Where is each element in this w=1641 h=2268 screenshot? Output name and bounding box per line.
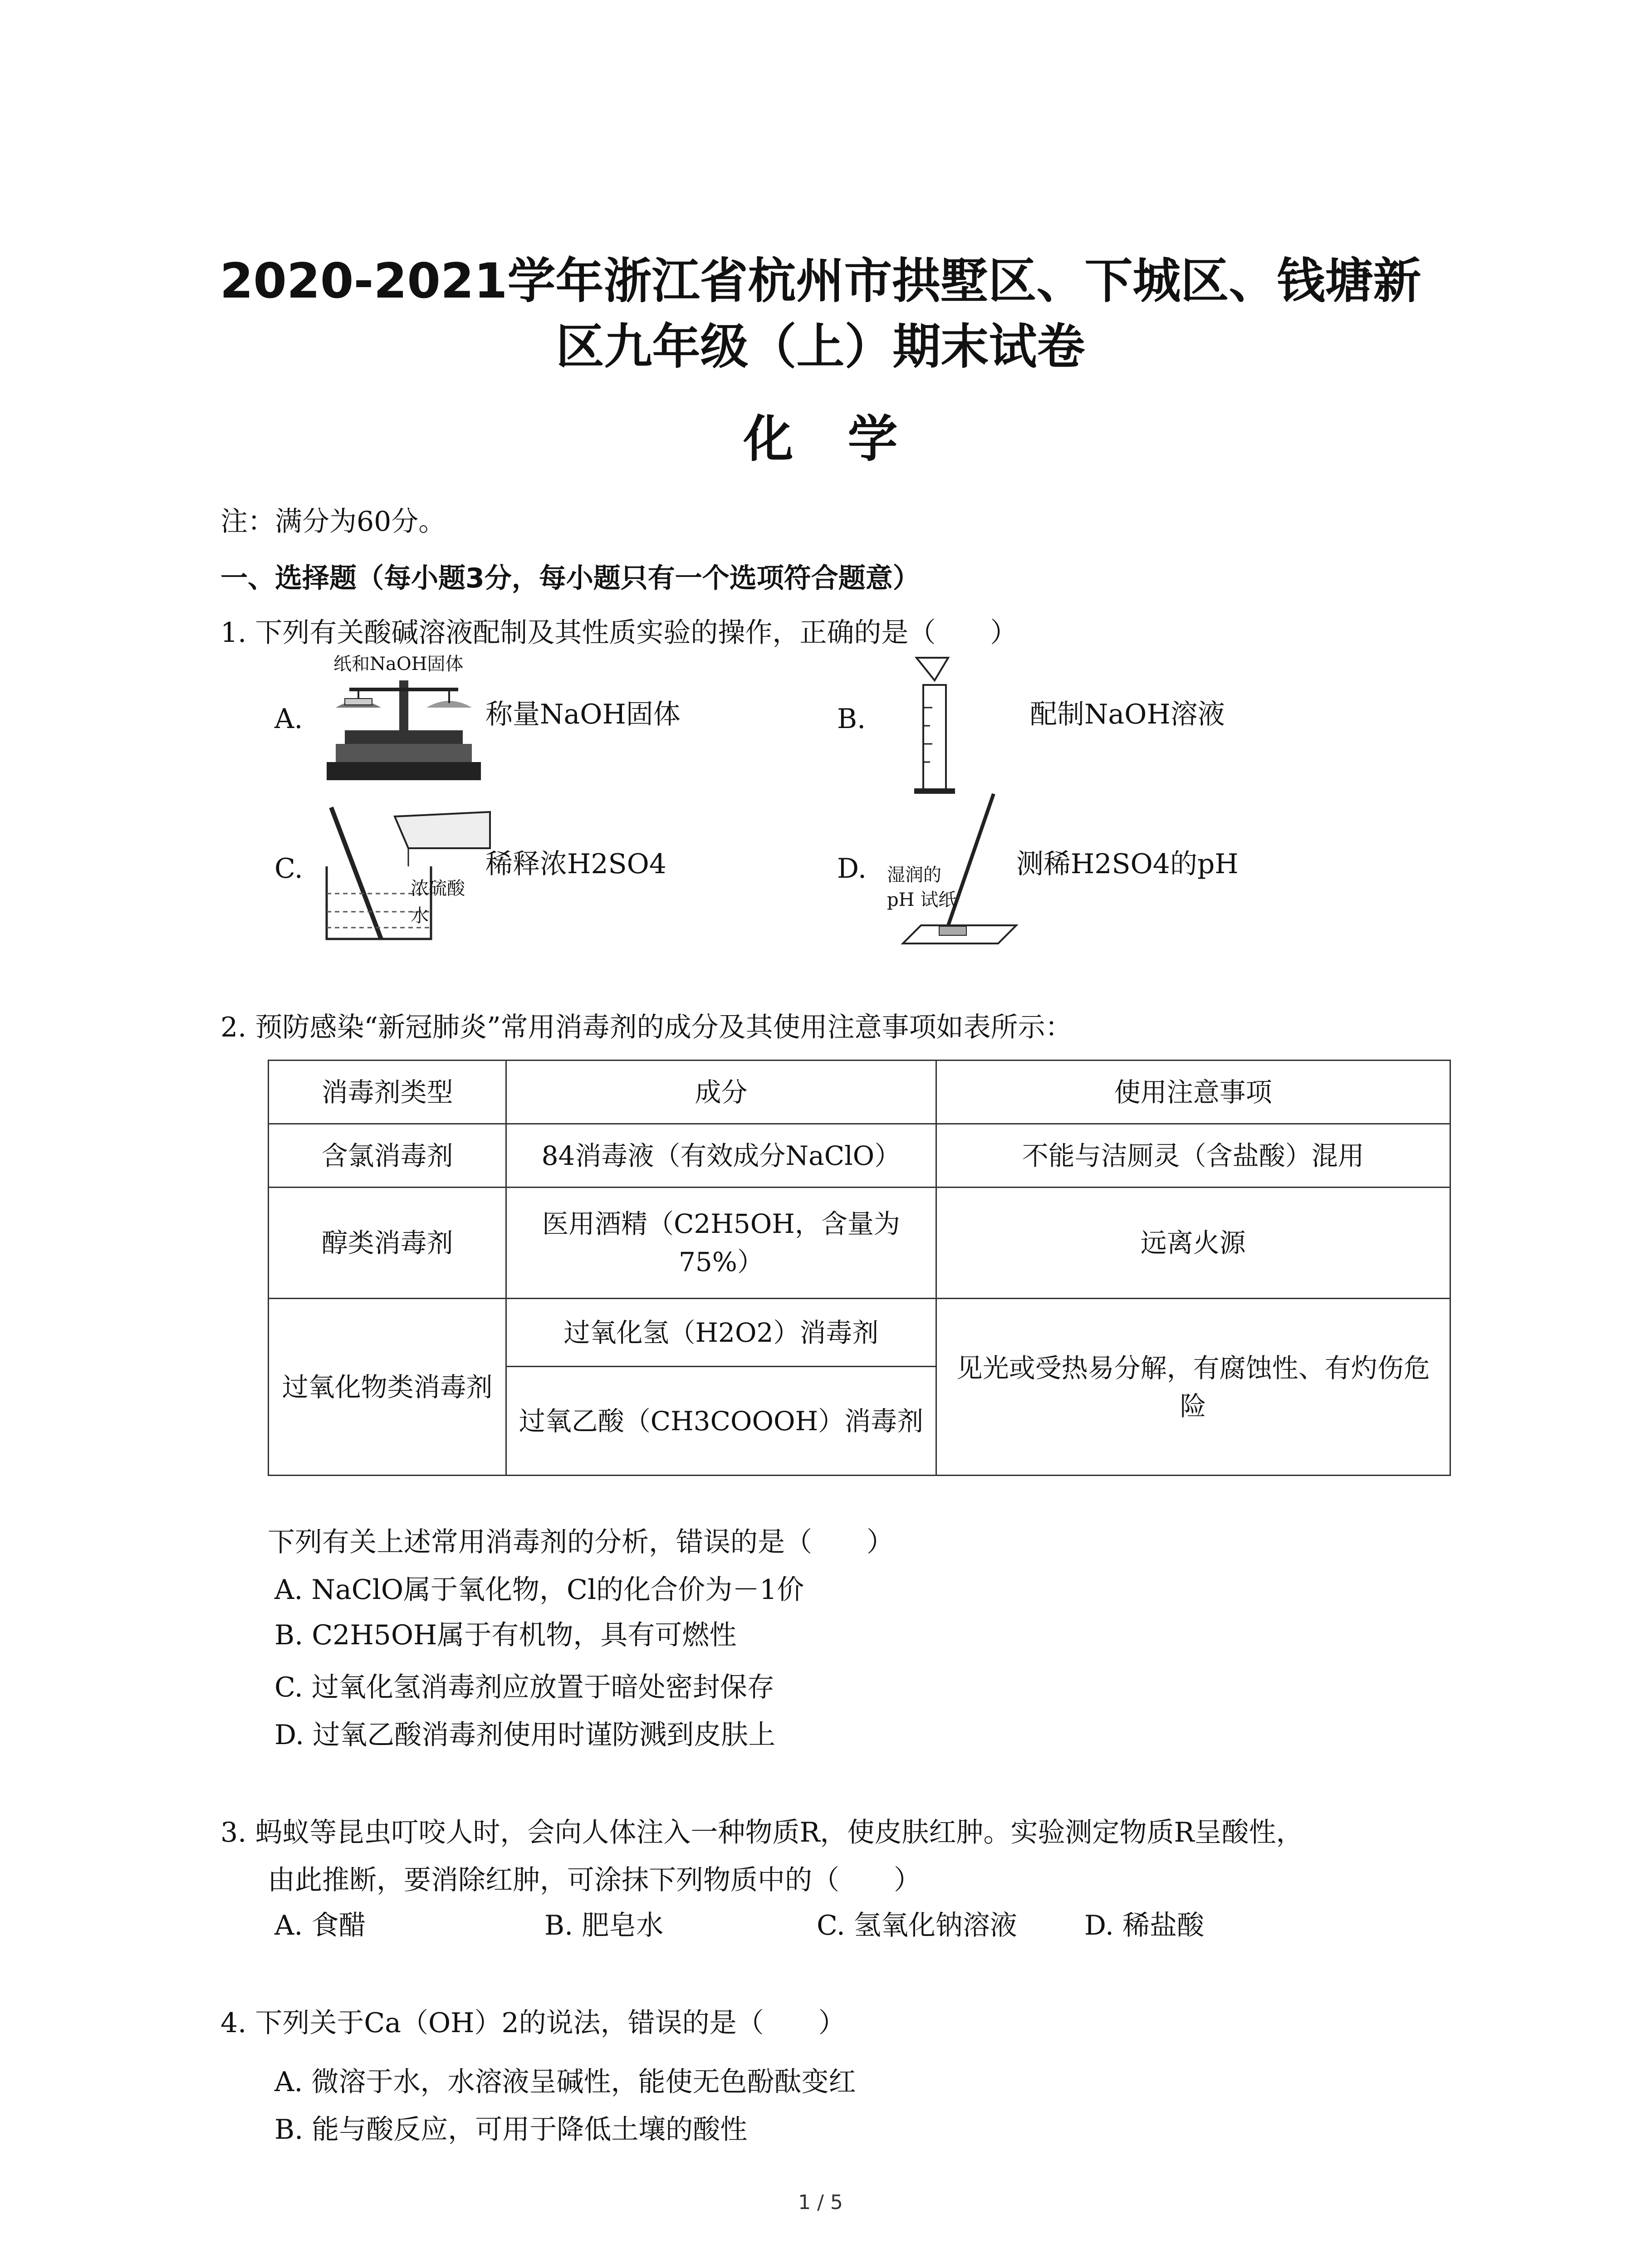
q3-option-d: D. 稀盐酸 bbox=[1084, 1910, 1205, 1941]
q1-c-label-water: 水 bbox=[411, 905, 429, 926]
q3-option-a: A. 食醋 bbox=[274, 1910, 366, 1941]
q1-a-figure-label: 纸和NaOH固体 bbox=[333, 654, 464, 675]
q4-option-b: B. 能与酸反应，可用于降低土壤的酸性 bbox=[274, 2114, 748, 2146]
table-cell: 含氯消毒剂 bbox=[269, 1124, 506, 1188]
table-cell: 见光或受热易分解，有腐蚀性、有灼伤危险 bbox=[936, 1299, 1450, 1476]
table-cell: 过氧化氢（H2O2）消毒剂 bbox=[506, 1299, 936, 1367]
q2-option-c: C. 过氧化氢消毒剂应放置于暗处密封保存 bbox=[274, 1672, 774, 1703]
table-cell: 84消毒液（有效成分NaClO） bbox=[506, 1124, 936, 1188]
q4-stem: 4. 下列关于Ca（OH）2的说法，错误的是（ ） bbox=[220, 2007, 846, 2039]
disinfectant-table bbox=[268, 1060, 1451, 1476]
table-header-precautions: 使用注意事项 bbox=[936, 1061, 1450, 1124]
q1-d-label-paper: pH 试纸 bbox=[887, 890, 957, 910]
table-header-ingredient: 成分 bbox=[506, 1061, 936, 1124]
q1-option-a-text: 称量NaOH固体 bbox=[485, 699, 681, 730]
page-number: 1 / 5 bbox=[798, 2191, 843, 2214]
q1-option-b-letter: B. bbox=[837, 703, 866, 735]
table-cell: 医用酒精（C2H5OH，含量为75%） bbox=[506, 1188, 936, 1299]
graduated-cylinder-figure bbox=[903, 653, 971, 798]
q3-stem-line1: 3. 蚂蚁等昆虫叮咬人时，会向人体注入一种物质R，使皮肤红肿。实验测定物质R呈酸性， bbox=[220, 1817, 1303, 1848]
q2-option-a: A. NaClO属于氧化物，Cl的化合价为－1价 bbox=[274, 1574, 804, 1606]
q1-d-label-wet: 湿润的 bbox=[887, 865, 941, 885]
table-cell: 过氧乙酸（CH3COOOH）消毒剂 bbox=[506, 1367, 936, 1476]
q1-option-c-text: 稀释浓H2SO4 bbox=[485, 848, 666, 880]
q2-stem: 2. 预防感染“新冠肺炎”常用消毒剂的成分及其使用注意事项如表所示： bbox=[220, 1012, 1073, 1043]
q1-stem: 1. 下列有关酸碱溶液配制及其性质实验的操作，正确的是（ ） bbox=[220, 617, 1018, 649]
q3-option-b: B. 肥皂水 bbox=[544, 1910, 664, 1941]
section-heading: 一、选择题（每小题3分，每小题只有一个选项符合题意） bbox=[220, 562, 920, 594]
q4-option-a: A. 微溶于水，水溶液呈碱性，能使无色酚酞变红 bbox=[274, 2066, 856, 2098]
score-note: 注：满分为60分。 bbox=[220, 506, 446, 538]
q3-option-c: C. 氢氧化钠溶液 bbox=[817, 1910, 1017, 1941]
q3-stem-line2: 由此推断，要消除红肿，可涂抹下列物质中的（ ） bbox=[268, 1864, 921, 1896]
q1-option-c-letter: C. bbox=[274, 853, 303, 885]
table-cell: 远离火源 bbox=[936, 1188, 1450, 1299]
q1-option-d-text: 测稀H2SO4的pH bbox=[1016, 848, 1239, 880]
q2-option-d: D. 过氧乙酸消毒剂使用时谨防溅到皮肤上 bbox=[274, 1719, 776, 1751]
q1-option-a-letter: A. bbox=[274, 703, 303, 735]
q2-option-b: B. C2H5OH属于有机物，具有可燃性 bbox=[274, 1619, 737, 1651]
table-header-type: 消毒剂类型 bbox=[269, 1061, 506, 1124]
dilution-beaker-figure bbox=[318, 798, 495, 948]
table-cell: 过氧化物类消毒剂 bbox=[269, 1299, 506, 1476]
q2-question: 下列有关上述常用消毒剂的分析，错误的是（ ） bbox=[268, 1526, 894, 1558]
table-cell: 不能与洁厕灵（含盐酸）混用 bbox=[936, 1124, 1450, 1188]
q1-c-label-acid: 浓硫酸 bbox=[411, 878, 465, 899]
q1-option-d-letter: D. bbox=[837, 853, 867, 885]
table-cell: 醇类消毒剂 bbox=[269, 1188, 506, 1299]
q1-option-b-text: 配制NaOH溶液 bbox=[1030, 699, 1225, 730]
title-line-1: 2020-2021学年浙江省杭州市拱墅区、下城区、钱塘新 bbox=[220, 253, 1421, 309]
title-line-2: 区九年级（上）期末试卷 bbox=[556, 319, 1085, 375]
subject-heading: 化学 bbox=[743, 410, 952, 468]
